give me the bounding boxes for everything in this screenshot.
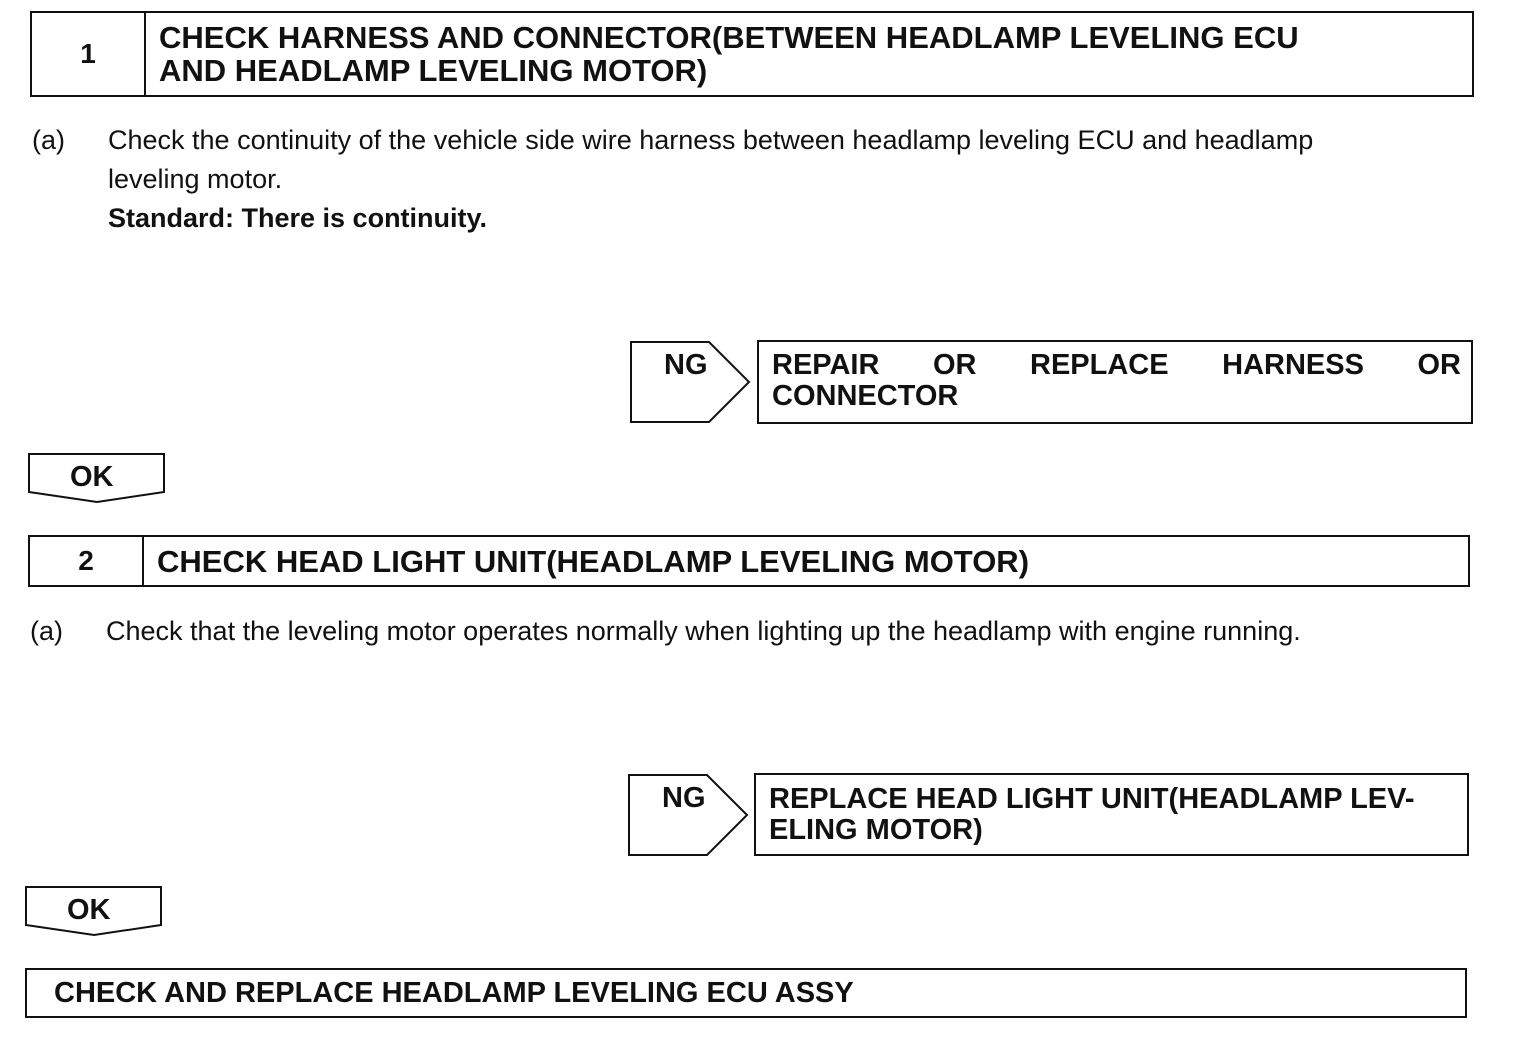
final-action-box [25, 968, 1467, 1018]
step-1-ng-word-1: REPAIR [772, 349, 880, 381]
step-1-title-line-2: AND HEADLAMP LEVELING MOTOR) [159, 53, 708, 88]
step-1-instruction [32, 121, 1492, 241]
step-1-header [30, 11, 1474, 97]
step-1-instruction-line-2: leveling motor. [108, 164, 283, 194]
step-1-ok-label: OK [70, 461, 114, 493]
step-2-ok-label: OK [67, 894, 111, 926]
step-1-ng-word-5: OR [1417, 349, 1461, 381]
step-1-marker: (a) [32, 125, 65, 155]
step-2-ng-action-line-1: REPLACE HEAD LIGHT UNIT(HEADLAMP LEV- [769, 783, 1415, 815]
step-2-instruction-text: Check that the leveling motor operates normally when lighting up the headlamp with engine running. [106, 616, 1301, 646]
final-action-label: CHECK AND REPLACE HEADLAMP LEVELING ECU ASSY [54, 976, 854, 1009]
step-1-ng-word-2: OR [932, 349, 977, 381]
step-1-ng-label: NG [664, 349, 708, 381]
step-2-ng-action [754, 773, 1469, 856]
step-2-ng-action-line-2: ELING MOTOR) [769, 814, 983, 846]
step-1-ng-action-line-2: CONNECTOR [772, 380, 959, 412]
step-1-title-line-1: CHECK HARNESS AND CONNECTOR(BETWEEN HEADLAMP LEVELING ECU [159, 20, 1299, 55]
step-2-instruction [30, 612, 1500, 654]
step-2-marker: (a) [30, 616, 63, 646]
step-2-title: CHECK HEAD LIGHT UNIT(HEADLAMP LEVELING MOTOR) [157, 543, 1030, 579]
step-1-ng-word-3: REPLACE [1030, 349, 1169, 381]
step-1-ng-action-line-1 [772, 350, 1461, 381]
step-1-instruction-line-1: Check the continuity of the vehicle side wire harness between headlamp leveling ECU and headlamp [108, 125, 1314, 155]
step-2-number: 2 [30, 537, 144, 585]
step-1-ng-word-4: HARNESS [1222, 349, 1364, 381]
step-2-ng-label: NG [662, 782, 706, 814]
step-2-header [28, 535, 1470, 587]
step-1-standard: Standard: There is continuity. [108, 203, 488, 233]
step-1-title [146, 13, 1299, 95]
step-1-number: 1 [32, 13, 146, 95]
step-1-ng-action [757, 340, 1473, 424]
